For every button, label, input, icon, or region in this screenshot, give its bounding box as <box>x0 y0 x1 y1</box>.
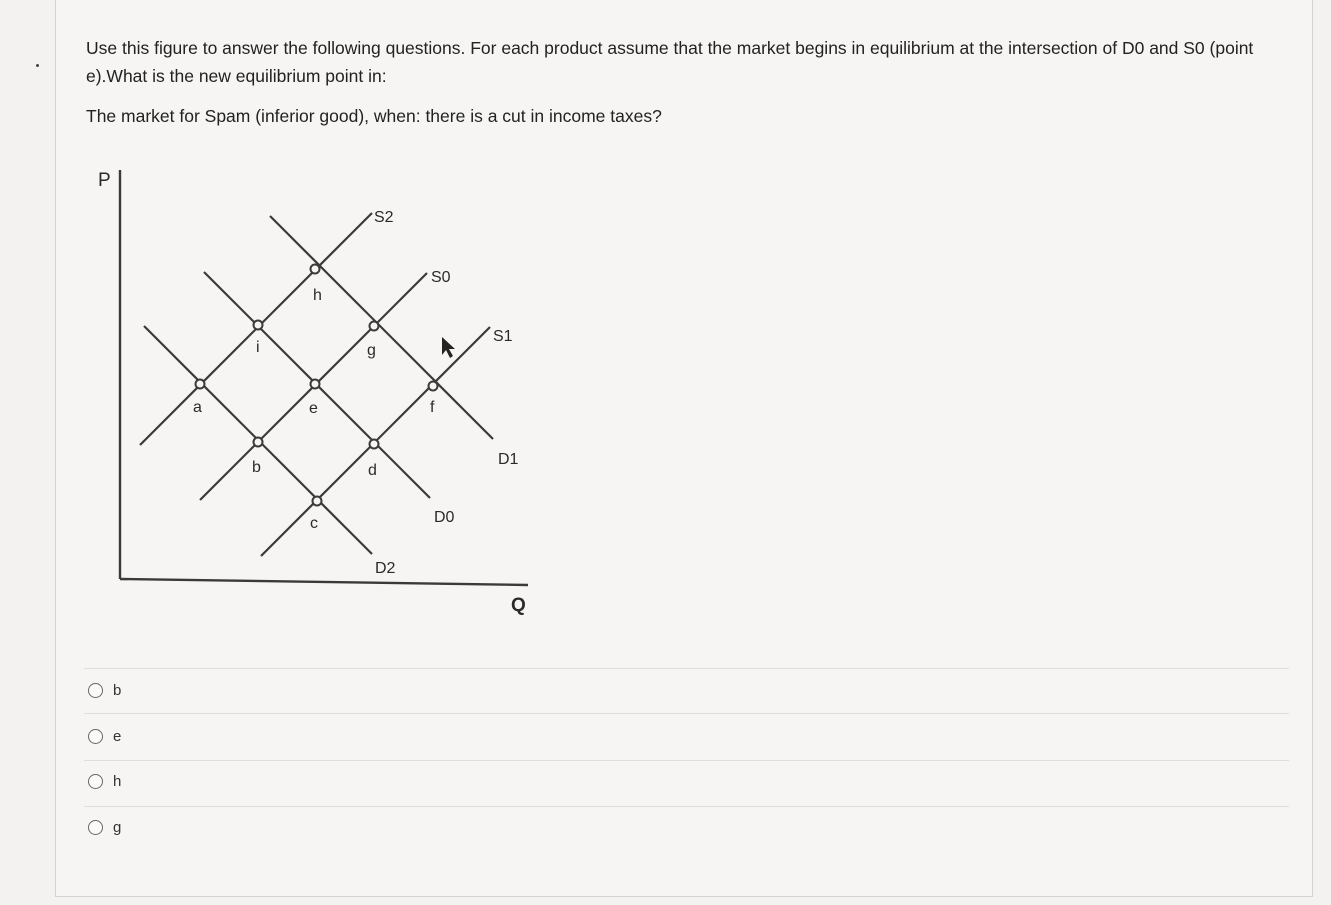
option-label: e <box>113 727 122 745</box>
point-c-marker <box>313 497 322 506</box>
point-e-label: e <box>309 400 318 417</box>
question-prompt: The market for Spam (inferior good), when: there is a cut in income taxes? <box>86 106 662 126</box>
point-a-marker <box>196 380 205 389</box>
option-label: g <box>113 818 122 836</box>
option-label: b <box>113 681 122 699</box>
point-h-marker <box>311 265 320 274</box>
option-h[interactable] <box>84 761 1284 801</box>
point-e-marker <box>311 380 320 389</box>
point-f-marker <box>429 382 438 391</box>
d1-curve <box>270 216 493 439</box>
point-h-label: h <box>313 287 322 304</box>
q-axis <box>120 579 528 585</box>
axis-q-label: Q <box>511 595 526 616</box>
point-f-label: f <box>430 399 435 416</box>
option-e[interactable] <box>84 716 1284 756</box>
d0-label: D0 <box>434 509 455 526</box>
mouse-cursor-icon <box>442 337 455 358</box>
point-g-label: g <box>367 342 376 359</box>
option-label: h <box>113 772 122 790</box>
point-g-marker <box>370 322 379 331</box>
option-g[interactable] <box>84 807 1284 847</box>
s2-label: S2 <box>374 209 394 226</box>
question-text: Use this figure to answer the following questions. For each product assume that the market begins in equilibrium at the intersection of D0 and S0 (point e).What is the new equilibrium point in: <box>86 38 1254 86</box>
point-a-label: a <box>193 399 202 416</box>
radio-icon[interactable] <box>88 683 103 698</box>
point-c-label: c <box>310 515 318 532</box>
option-divider <box>84 668 1289 669</box>
d2-label: D2 <box>375 560 396 577</box>
radio-icon[interactable] <box>88 774 103 789</box>
point-d-marker <box>370 440 379 449</box>
point-b-marker <box>254 438 263 447</box>
d1-label: D1 <box>498 451 519 468</box>
option-b[interactable] <box>84 670 1284 710</box>
radio-icon[interactable] <box>88 820 103 835</box>
point-i-marker <box>254 321 263 330</box>
point-d-label: d <box>368 462 377 479</box>
point-b-label: b <box>252 459 261 476</box>
radio-icon[interactable] <box>88 729 103 744</box>
option-divider <box>84 713 1289 714</box>
s0-label: S0 <box>431 269 451 286</box>
axis-p-label: P <box>98 170 111 191</box>
s1-label: S1 <box>493 328 513 345</box>
point-i-label: i <box>256 339 260 356</box>
